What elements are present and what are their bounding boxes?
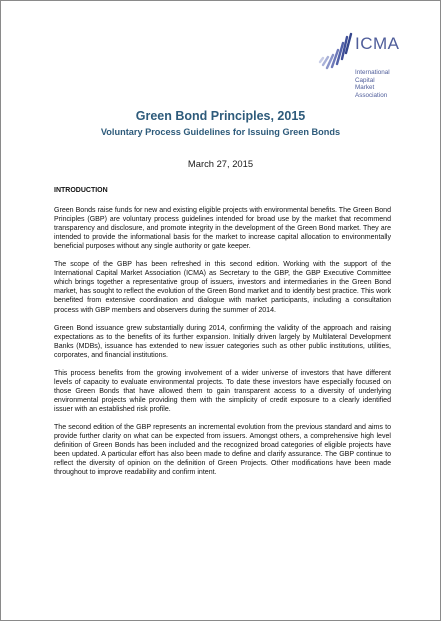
document-title: Green Bond Principles, 2015 bbox=[135, 109, 306, 123]
icma-logo-mark-icon bbox=[314, 31, 354, 71]
paragraph: The scope of the GBP has been refreshed in this second edition. Working with the support of the International Capital Market Association (ICMA) as Secretary to the GBP, the GBP Executive Committee which brings together a representative group of issuers, investors and intermediaries in the Green Bond market, has sought to reflect the evolution of the Green Bond market and to identify best practice. This work benefited from extensive coordination and dialogue with market participants, including a consultation process with GBP members and observers during the summer of 2014. bbox=[54, 261, 391, 314]
paragraph: This process benefits from the growing involvement of a wider universe of investors that have different levels of capacity to evaluate environmental projects. To date these investors have especially focused on those Green Bonds that have allowed them to gain transparent access to a diversity of underlying environmental projects while providing them with the simplicity of credit exposure to a clearly identified issuer with an established risk profile. bbox=[54, 369, 391, 413]
logo-line: Market bbox=[355, 84, 375, 92]
document-subtitle: Voluntary Process Guidelines for Issuing Green Bonds bbox=[100, 127, 341, 137]
icma-logo bbox=[314, 23, 424, 103]
document-body bbox=[54, 186, 391, 486]
paragraph: The second edition of the GBP represents an incremental evolution from the previous standard and aims to provide further clarity on what can be expected from issuers. Amongst others, a comprehensive high level definition of Green Bonds has been included and the recognized broad categories of eligible projects have been updated. A particular effort has also been made to define and clarify assurance. The GBP continue to reflect the diversity of opinion on the definition of Green Projects. Other modifications have been made throughout to improve readability and confirm intent. bbox=[54, 423, 391, 477]
logo-wordmark: ICMA bbox=[355, 34, 400, 53]
logo-line: Capital bbox=[355, 76, 375, 84]
logo-line: Association bbox=[355, 91, 388, 99]
logo-line: International bbox=[355, 69, 390, 76]
logo-subtitle bbox=[355, 69, 425, 99]
paragraph: Green Bonds raise funds for new and existing eligible projects with environmental benefits. The Green Bond Principles (GBP) are voluntary process guidelines intended for broad use by the market that recommend transparency and disclosure, and promote integrity in the development of the Green Bond market. They are intended to provide the informational basis for the market to increase capital allocation to environmentally beneficial purposes without any single authority or gate keeper. bbox=[54, 207, 391, 251]
document-date: March 27, 2015 bbox=[187, 158, 254, 169]
paragraph: Green Bond issuance grew substantially during 2014, confirming the validity of the approach and raising expectations as to the benefits of its further expansion. Initially driven largely by Multilateral Development Banks (MDBs), issuance has extended to new issuer categories such as other public institutions, utilities, corporates, and financial institutions. bbox=[54, 324, 391, 359]
section-heading: INTRODUCTION bbox=[54, 187, 108, 194]
